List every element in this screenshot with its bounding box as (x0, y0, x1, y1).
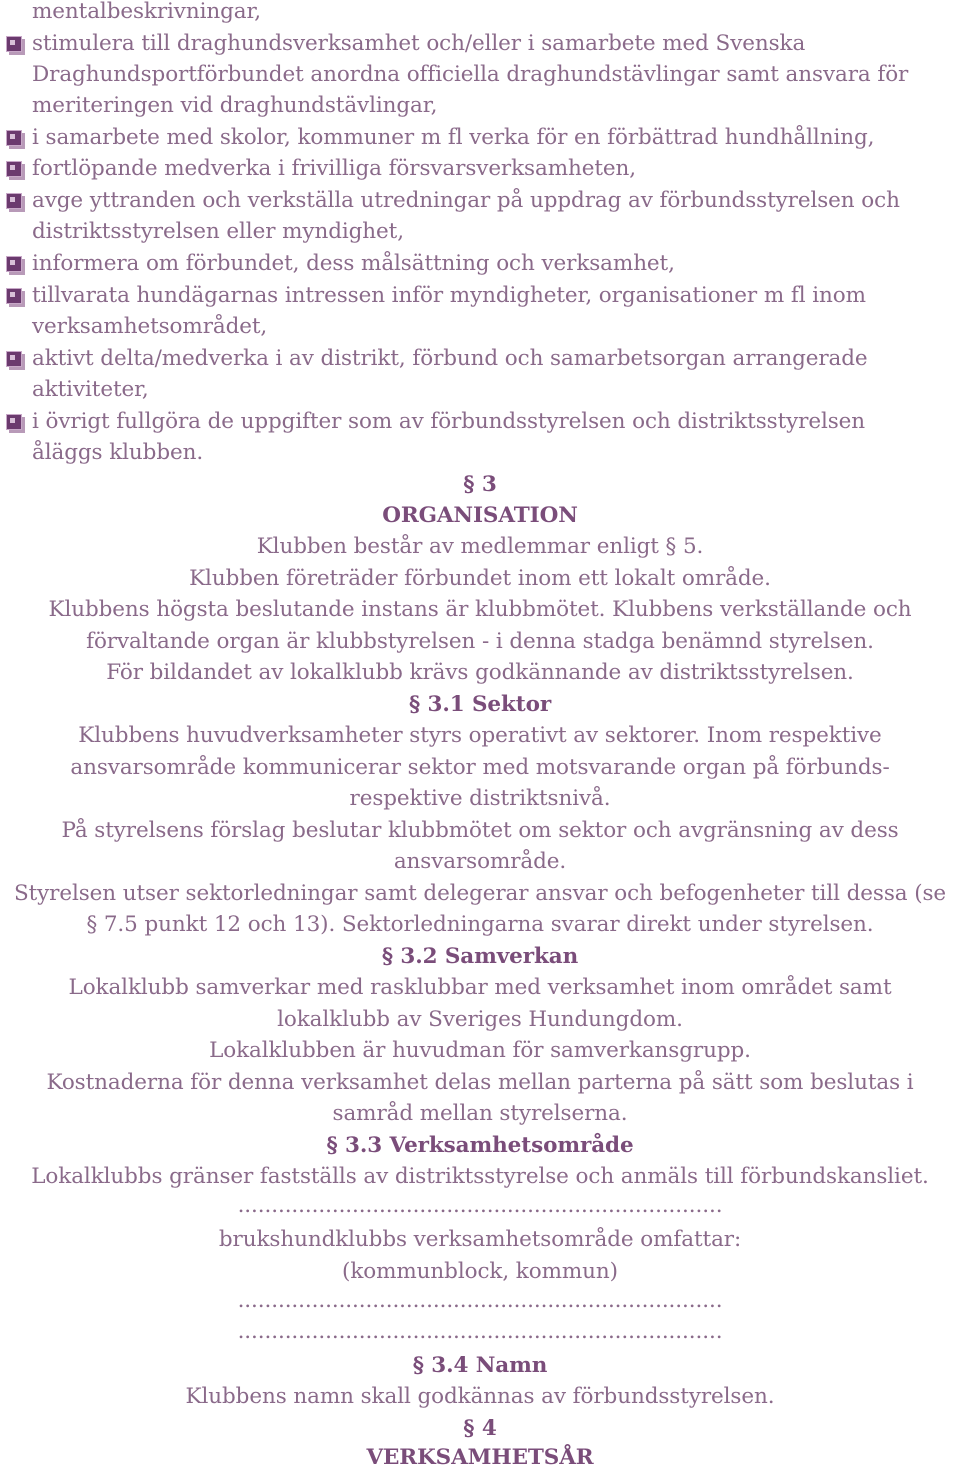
bullet-icon (6, 193, 22, 209)
paragraph-line: Lokalklubb samverkar med rasklubbar med verksamhet inom området samt (68, 975, 892, 1000)
section-title: ORGANISATION (382, 503, 578, 528)
paragraph-line: ansvarsområde kommunicerar sektor med motsvarande organ på förbunds- (70, 755, 890, 780)
list-item-continuation: mentalbeskrivningar, (32, 0, 262, 24)
paragraph-line: Lokalklubben är huvudman för samverkansgrupp. (209, 1038, 751, 1063)
paragraph-line: Klubbens namn skall godkännas av förbundsstyrelsen. (185, 1384, 775, 1409)
list-item-text: stimulera till draghundsverksamhet och/eller i samarbete med Svenska (32, 31, 806, 56)
list-item-continuation: verksamhetsområdet, (32, 314, 268, 339)
paragraph-line: § 7.5 punkt 12 och 13). Sektorledningarna svarar direkt under styrelsen. (86, 912, 874, 937)
list-item-continuation: åläggs klubben. (32, 440, 204, 465)
paragraph-line: brukshundklubbs verksamhetsområde omfattar: (218, 1227, 742, 1252)
fill-in-dotted-line: ........................................................................ (237, 1193, 723, 1218)
paragraph-line: För bildandet av lokalklubb krävs godkännande av distriktsstyrelsen. (106, 660, 854, 685)
list-item-continuation: Draghundsportförbundet anordna officiella draghundstävlingar samt ansvara för (32, 62, 909, 87)
list-item (0, 406, 960, 437)
fill-in-dotted-line: ........................................................................ (237, 1319, 723, 1344)
paragraph-line: Lokalklubbs gränser fastställs av distriktsstyrelse och anmäls till förbundskansliet. (31, 1164, 929, 1189)
bullet-icon (6, 351, 22, 367)
list-item-continuation: distriktsstyrelsen eller myndighet, (32, 219, 404, 244)
list-item-text: tillvarata hundägarnas intressen inför myndigheter, organisationer m fl inom (32, 283, 866, 308)
bullet-icon (6, 161, 22, 177)
paragraph-line: Klubben består av medlemmar enligt § 5. (256, 534, 704, 559)
paragraph-line: Styrelsen utser sektorledningar samt delegerar ansvar och befogenheter till dessa (se (13, 881, 947, 906)
section-number: § 3 (463, 472, 497, 497)
paragraph-line: Klubbens huvudverksamheter styrs operativt av sektorer. Inom respektive (78, 723, 882, 748)
list-item (0, 185, 960, 216)
list-item (0, 28, 960, 59)
paragraph-line: förvaltande organ är klubbstyrelsen - i denna stadga benämnd styrelsen. (86, 629, 874, 654)
subsection-heading: § 3.1 Sektor (408, 692, 552, 717)
fill-in-dotted-line: ........................................................................ (237, 1288, 723, 1313)
bullet-icon (6, 256, 22, 272)
subsection-heading: § 3.2 Samverkan (381, 944, 579, 969)
list-item (0, 343, 960, 374)
paragraph-line: lokalklubb av Sveriges Hundungdom. (277, 1007, 683, 1032)
section-title: VERKSAMHETSÅR (366, 1445, 594, 1470)
paragraph-line: respektive distriktsnivå. (349, 786, 611, 811)
list-item-text: fortlöpande medverka i frivilliga försvarsverksamheten, (32, 156, 636, 181)
list-item-text: aktivt delta/medverka i av distrikt, förbund och samarbetsorgan arrangerade (32, 346, 868, 371)
paragraph-line: Klubbens högsta beslutande instans är klubbmötet. Klubbens verkställande och (48, 597, 912, 622)
list-item (0, 153, 960, 184)
paragraph-line: samråd mellan styrelserna. (332, 1101, 628, 1126)
list-item-text: avge yttranden och verkställa utredningar på uppdrag av förbundsstyrelsen och (32, 188, 900, 213)
list-item (0, 248, 960, 279)
paragraph-line: ansvarsområde. (393, 849, 567, 874)
bullet-icon (6, 414, 22, 430)
paragraph-line: (kommunblock, kommun) (342, 1259, 618, 1284)
list-item (0, 122, 960, 153)
list-item-text: i samarbete med skolor, kommuner m fl verka för en förbättrad hundhållning, (32, 125, 875, 150)
list-item (0, 280, 960, 311)
list-item-text: informera om förbundet, dess målsättning och verksamhet, (32, 251, 675, 276)
list-item-continuation: aktiviteter, (32, 377, 149, 402)
subsection-heading: § 3.4 Namn (412, 1353, 548, 1378)
paragraph-line: Kostnaderna för denna verksamhet delas mellan parterna på sätt som beslutas i (46, 1070, 914, 1095)
section-number: § 4 (463, 1416, 497, 1441)
list-item-continuation: meriteringen vid draghundstävlingar, (32, 93, 438, 118)
paragraph-line: Klubben företräder förbundet inom ett lokalt område. (189, 566, 771, 591)
bullet-icon (6, 288, 22, 304)
bullet-icon (6, 36, 22, 52)
list-item-text: i övrigt fullgöra de uppgifter som av förbundsstyrelsen och distriktsstyrelsen (32, 409, 866, 434)
bullet-icon (6, 130, 22, 146)
paragraph-line: På styrelsens förslag beslutar klubbmötet om sektor och avgränsning av dess (61, 818, 899, 843)
subsection-heading: § 3.3 Verksamhetsområde (326, 1133, 634, 1158)
